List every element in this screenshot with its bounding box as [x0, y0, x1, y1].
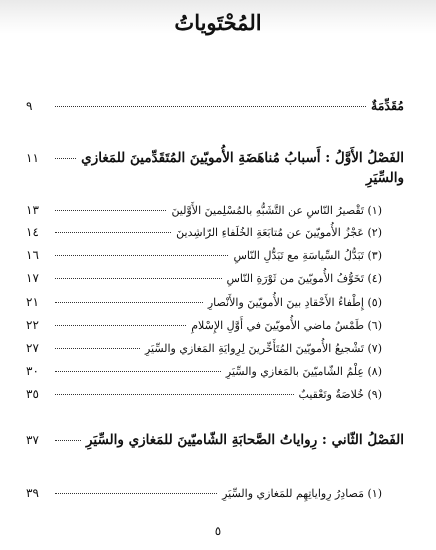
toc-entry-chapter-2 — [26, 432, 404, 448]
toc-entry-page: ٩ — [26, 99, 33, 113]
toc-subentry-page: ٢٢ — [26, 318, 39, 332]
toc-subentry — [26, 318, 382, 332]
dot-leader — [55, 493, 217, 494]
toc-subentry-label: (٧) تَشْجيعُ الأُمويّينَ المُتَأَخِّرينَ لِرِوايَةِ المَغازي والسِّيَرِ — [144, 342, 382, 355]
dot-leader — [55, 371, 221, 372]
toc-subentry-page: ٢١ — [26, 295, 39, 309]
toc-subentry-label: (٥) إِطْفاءُ الأَحْقادِ بينَ الأُمويّينَ والأَنْصارِ — [207, 296, 382, 309]
toc-subentry-label: (١) تَقْصيرُ النّاسِ عن التَّشَبُّهِ بالمُسْلِمينَ الأَوَّلينَ — [171, 204, 382, 217]
toc-entry-intro — [26, 98, 404, 113]
toc-subentry — [26, 271, 382, 285]
toc-subentry-label: (٤) تَخَوُّفُ الأُمويّينَ من ثَوْرَةِ النّاسِ — [226, 272, 382, 285]
chapter-heading: الفَصْلُ الثّاني : رِواياتُ الصَّحابَةِ الشّاميّينَ للمَغازي والسِّيَرِ — [85, 432, 404, 448]
toc-subentry — [26, 341, 382, 355]
toc-subentry — [26, 295, 382, 309]
toc-subentry-label: (٨) عِلْمُ الشّاميّينَ بالمَغازي والسِّيَرِ — [225, 365, 382, 378]
toc-entry-label: مُقَدِّمَةٌ — [371, 98, 404, 113]
toc-subentry — [26, 364, 382, 378]
toc-subentry — [26, 387, 382, 401]
toc-subentry-label: (٣) تَبَدُّلُ السِّياسَةِ مع تَبَدُّلِ النّاسِ — [233, 249, 382, 262]
page-number: ٥ — [214, 524, 222, 538]
toc-entry-page: ٣٧ — [26, 433, 39, 447]
toc-subentry — [26, 486, 382, 500]
toc-subentry — [26, 225, 382, 239]
dot-leader — [55, 348, 140, 349]
toc-entry-page: ١١ — [26, 151, 39, 165]
dot-leader — [55, 325, 186, 326]
dot-leader — [55, 210, 166, 211]
dot-leader — [55, 440, 81, 441]
toc-subentry — [26, 203, 382, 217]
toc-subentry-label: (٩) خُلاصَةٌ وتَعْقيبٌ — [298, 388, 382, 401]
dot-leader — [55, 255, 228, 256]
chapter-heading: الفَصْلُ الأَوَّلُ : أَسبابُ مُناهَضَةِ الأُمويّينَ المُتَقَدِّمينَ للمَغازي — [81, 150, 404, 166]
toc-subentry-page: ٢٧ — [26, 341, 39, 355]
toc-entry-chapter-1 — [26, 150, 404, 166]
toc-subentry-page: ١٧ — [26, 271, 39, 285]
toc-subentry-page: ٣٩ — [26, 486, 39, 500]
toc-subentry-label: (٢) عَجْزُ الأُمويّينَ عن مُتابَعَةِ الخُلَفاءِ الرّاشِدينَ — [176, 226, 382, 239]
toc-subentry-page: ١٣ — [26, 203, 39, 217]
dot-leader — [55, 232, 171, 233]
toc-subentry-page: ١٦ — [26, 248, 39, 262]
dot-leader — [55, 158, 76, 159]
dot-leader — [55, 394, 294, 395]
dot-leader — [55, 278, 222, 279]
toc-subentry — [26, 248, 382, 262]
chapter-heading-continuation: والسِّيَرِ — [366, 170, 404, 186]
page-title: المُحْتَوياتُ — [174, 10, 262, 35]
toc-subentry-label: (٦) طَمْسُ ماضي الأُمويّينَ في أَوَّلِ الإِسْلامِ — [191, 319, 382, 332]
toc-subentry-page: ١٤ — [26, 225, 39, 239]
toc-subentry-page: ٣٠ — [26, 364, 39, 378]
toc-subentry-label: (١) مَصادِرُ رِواياتِهِم للمَغازي والسِّيَرِ — [222, 487, 382, 500]
dot-leader — [55, 302, 203, 303]
dot-leader — [55, 106, 366, 107]
toc-subentry-page: ٣٥ — [26, 387, 39, 401]
